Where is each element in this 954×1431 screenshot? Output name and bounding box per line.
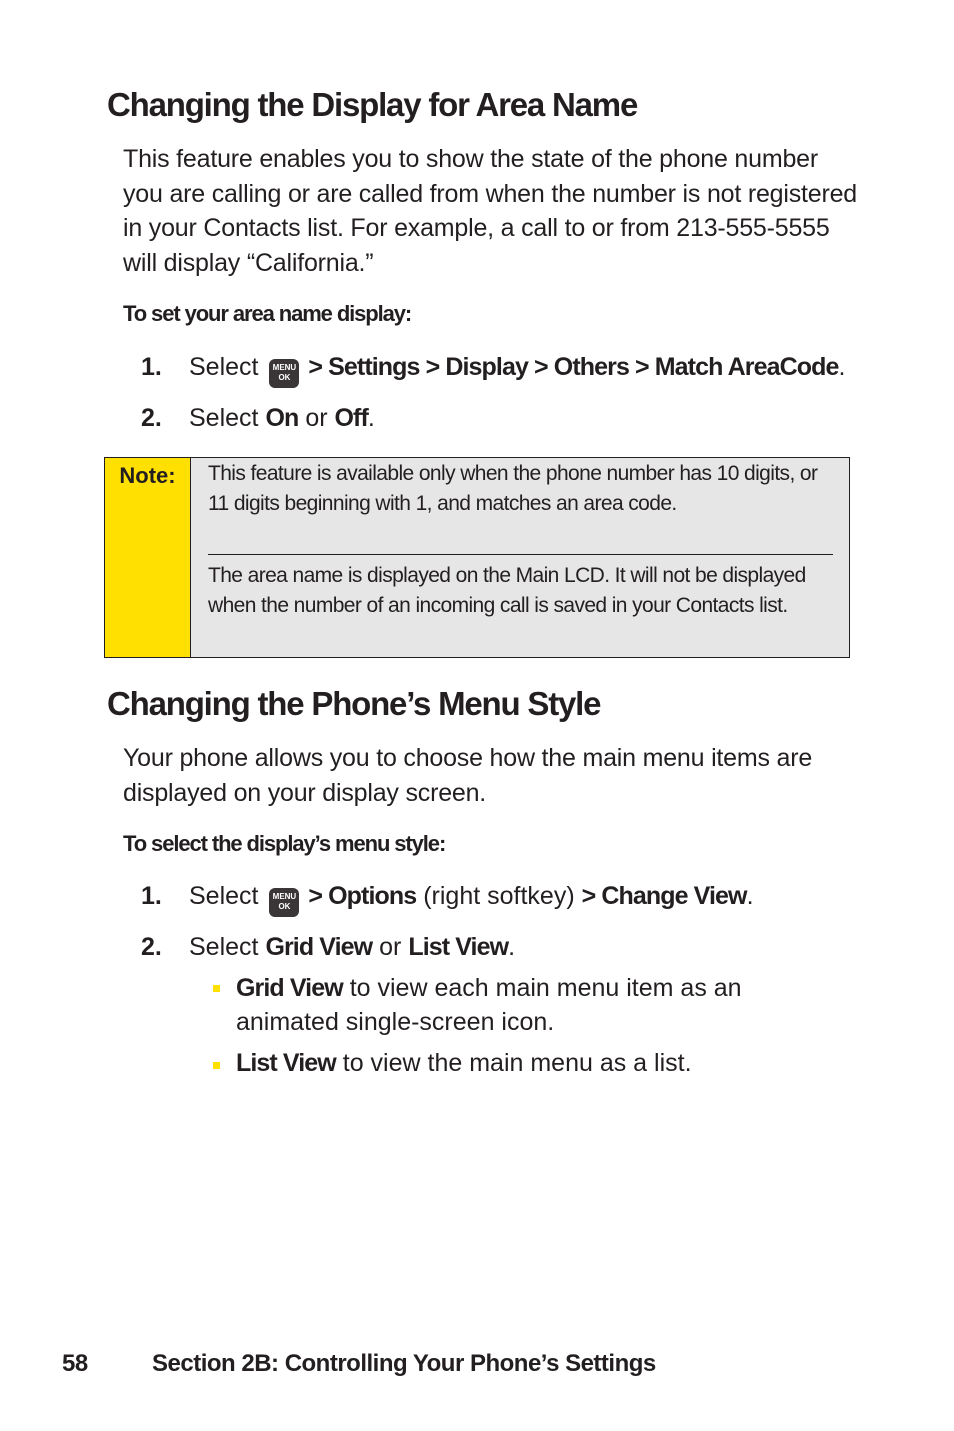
page-number: 58: [62, 1350, 88, 1377]
option-grid-view: Grid View: [265, 933, 373, 961]
bullet-grid-view: Grid View to view each main menu item as an animated single-screen icon.: [236, 974, 742, 1036]
note-label: Note:: [105, 458, 191, 657]
note-divider: [208, 554, 833, 555]
menu-style-intro: Your phone allows you to choose how the main menu items are displayed on your display screen.: [123, 744, 813, 807]
step-number: 1.: [141, 882, 162, 910]
area-name-subheading: To set your area name display:: [123, 301, 412, 326]
menu-style-step-2: 2. Select Grid View or List View.: [141, 933, 516, 961]
area-name-step-2: 2. Select On or Off.: [141, 404, 375, 432]
menu-ok-key-icon: MENU OK: [269, 888, 299, 917]
step-select-text: Select: [189, 353, 259, 381]
option-on: On: [265, 404, 299, 432]
note-text-2: The area name is displayed on the Main LCD. It will not be displayed when the number of an incoming call is saved in your Contacts list.: [208, 564, 806, 617]
change-view-path: > Change View: [581, 882, 747, 910]
step-number: 1.: [141, 353, 162, 381]
area-name-intro: This feature enables you to show the state of the phone number you are calling or are called from when the number is not registered in your Contacts list. For example, a call to or from 213-555-5555 will display “California.”: [123, 145, 858, 277]
menu-style-subheading: To select the display’s menu style:: [123, 831, 446, 856]
step-number: 2.: [141, 933, 162, 961]
option-list-view: List View: [408, 933, 509, 961]
section-title-area-name: Changing the Display for Area Name: [107, 86, 638, 123]
section-title-menu-style: Changing the Phone’s Menu Style: [107, 685, 601, 722]
note-text-1: This feature is available only when the phone number has 10 digits, or 11 digits beginning with 1, and matches an area code.: [208, 462, 818, 515]
note-box: [104, 457, 850, 658]
settings-menu-path: > Settings > Display > Others > Match AreaCode: [308, 353, 839, 381]
bullet-square-icon: [213, 985, 220, 992]
step-number: 2.: [141, 404, 162, 432]
bullet-square-icon: [213, 1062, 220, 1069]
area-name-step-1: 1. Select MENU OK > Settings > Display > Others > Match AreaCode.: [141, 351, 845, 388]
menu-style-step-1: 1. Select MENU OK > Options (right softkey) > Change View.: [141, 880, 754, 917]
options-path: > Options: [308, 882, 417, 910]
section-footer: Section 2B: Controlling Your Phone’s Settings: [152, 1350, 656, 1377]
option-off: Off: [334, 404, 368, 432]
bullet-list-view: List View to view the main menu as a list.: [236, 1049, 692, 1077]
menu-ok-key-icon: MENU OK: [269, 359, 299, 388]
